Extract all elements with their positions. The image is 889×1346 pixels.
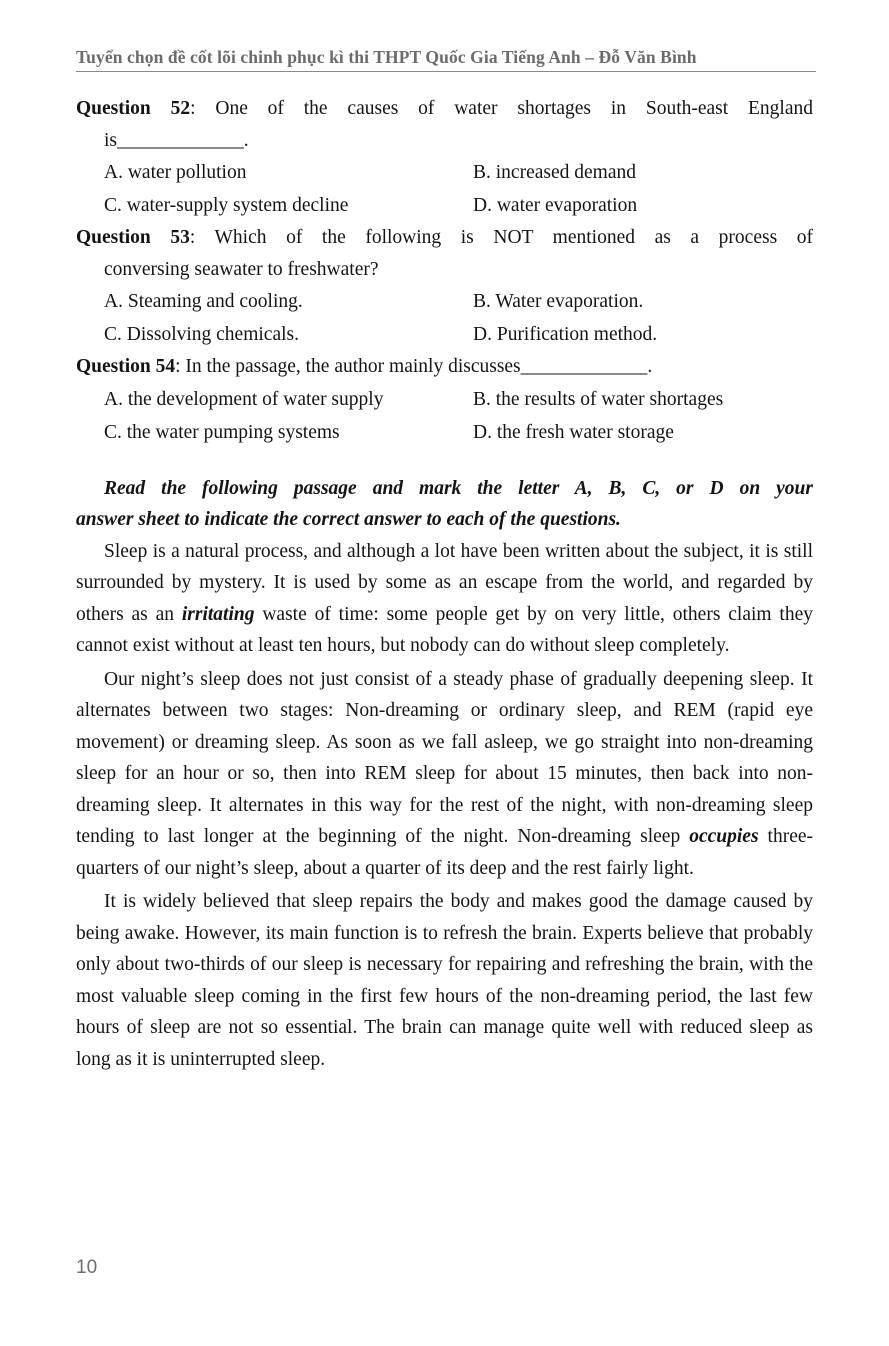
question-text: : In the passage, the author mainly discusses_____________. xyxy=(175,356,653,377)
option-text: the water pumping systems xyxy=(121,421,340,443)
option-d[interactable] xyxy=(473,318,813,351)
running-header: Tuyển chọn đề cốt lõi chinh phục kì thi THPT Quốc Gia Tiếng Anh – Đỗ Văn Bình xyxy=(76,47,816,72)
question-text: : Which of the following is NOT mentioned as a process of xyxy=(189,227,813,248)
page-number: 10 xyxy=(76,1257,98,1278)
passage-paragraph-1 xyxy=(76,536,813,662)
option-letter: B. xyxy=(473,388,491,410)
question-label: Question 54 xyxy=(76,356,176,377)
option-text: Dissolving chemicals. xyxy=(121,324,299,345)
option-letter: B. xyxy=(473,291,491,312)
option-letter: C. xyxy=(104,195,122,216)
option-a[interactable] xyxy=(104,156,473,189)
highlighted-word-irritating: irritating xyxy=(181,603,255,625)
option-letter: A. xyxy=(104,162,123,183)
option-b[interactable] xyxy=(473,156,813,189)
question-52 xyxy=(76,93,813,222)
question-stem-continued: conversing seawater to freshwater? xyxy=(104,258,379,280)
option-text: Purification method. xyxy=(491,324,658,345)
highlighted-word-occupies: occupies xyxy=(689,826,759,847)
option-b[interactable] xyxy=(473,285,813,318)
option-a[interactable] xyxy=(104,383,473,416)
option-letter: D. xyxy=(473,195,492,216)
page-content xyxy=(76,93,813,1077)
option-b[interactable] xyxy=(473,383,813,416)
passage-paragraph-2 xyxy=(76,664,813,885)
option-letter: C. xyxy=(104,324,122,345)
option-text: the results of water shortages xyxy=(490,388,724,410)
option-c[interactable] xyxy=(104,189,473,222)
question-stem xyxy=(76,222,813,254)
option-text: Steaming and cooling. xyxy=(122,291,303,312)
question-stem xyxy=(76,93,813,125)
question-54 xyxy=(76,351,813,449)
option-text: Water evaporation. xyxy=(490,291,644,312)
paragraph-text: three-quarters of our night’s sleep, about a quarter of its deep and the rest fairly light. xyxy=(76,826,814,879)
paragraph-text: Our night’s sleep does not just consist of a steady phase of gradually deepening sleep. It alternates between two stages: Non-dreaming or ordinary sleep, and REM (rapid eye movement) or dreaming sleep. As soon as we fall asleep, we go straight into non-dreaming sleep for an hour or so, then into REM sleep for about 15 minutes, then back into non-dreaming sleep. It alternates in this way for the rest of the night, with non-dreaming sleep tending to last longer at the beginning of the night. Non-dreaming sleep xyxy=(76,668,813,847)
answer-options xyxy=(76,156,813,222)
option-text: increased demand xyxy=(490,162,636,183)
option-text: water-supply system decline xyxy=(121,195,349,216)
option-letter: C. xyxy=(104,421,122,443)
option-d[interactable] xyxy=(473,189,813,222)
option-letter: B. xyxy=(473,162,491,183)
option-letter: A. xyxy=(104,291,123,312)
option-text: the development of water supply xyxy=(122,388,384,410)
passage-paragraph-3: It is widely believed that sleep repairs the body and makes good the damage caused by being awake. However, its main function is to refresh the brain. Experts believe that probably only about two-thirds of our sleep is necessary for repairing and refreshing the brain, with the most valuable sleep coming in the first few hours of the non-dreaming period, the last few hours of sleep are not so essential. The brain can manage quite well with reduced sleep as long as it is uninterrupted sleep. xyxy=(76,891,813,1070)
question-text: : One of the causes of water shortages in South-east England xyxy=(190,98,813,119)
instruction-line-2: answer sheet to indicate the correct answer to each of the questions. xyxy=(76,509,621,530)
reading-passage xyxy=(76,536,813,1076)
question-stem xyxy=(76,351,813,383)
option-c[interactable] xyxy=(104,318,473,351)
option-letter: D. xyxy=(473,421,492,443)
option-letter: A. xyxy=(104,388,123,410)
question-label: Question 53 xyxy=(76,227,190,248)
option-letter: D. xyxy=(473,324,492,345)
answer-options xyxy=(76,383,813,449)
question-53 xyxy=(76,222,813,351)
paragraph-text: waste of time: some people get by on very little, others claim they cannot exist without at least ten hours, but nobody can do without sleep completely. xyxy=(76,603,813,656)
answer-options xyxy=(76,285,813,351)
instruction-line-1: Read the following passage and mark the letter A, B, C, or D on your xyxy=(104,477,813,499)
question-label: Question 52 xyxy=(76,98,191,119)
option-text: water pollution xyxy=(122,162,247,183)
reading-instruction xyxy=(76,473,813,536)
option-text: water evaporation xyxy=(491,195,638,216)
option-text: the fresh water storage xyxy=(491,421,674,443)
question-stem-continued: is_____________. xyxy=(104,129,249,151)
option-d[interactable] xyxy=(473,416,813,449)
option-c[interactable] xyxy=(104,416,473,449)
option-a[interactable] xyxy=(104,285,473,318)
paragraph-text: Sleep is a natural process, and although a lot have been written about the subject, it is still surrounded by mystery. It is used by some as an escape from the world, and regarded by others as an xyxy=(76,540,813,625)
